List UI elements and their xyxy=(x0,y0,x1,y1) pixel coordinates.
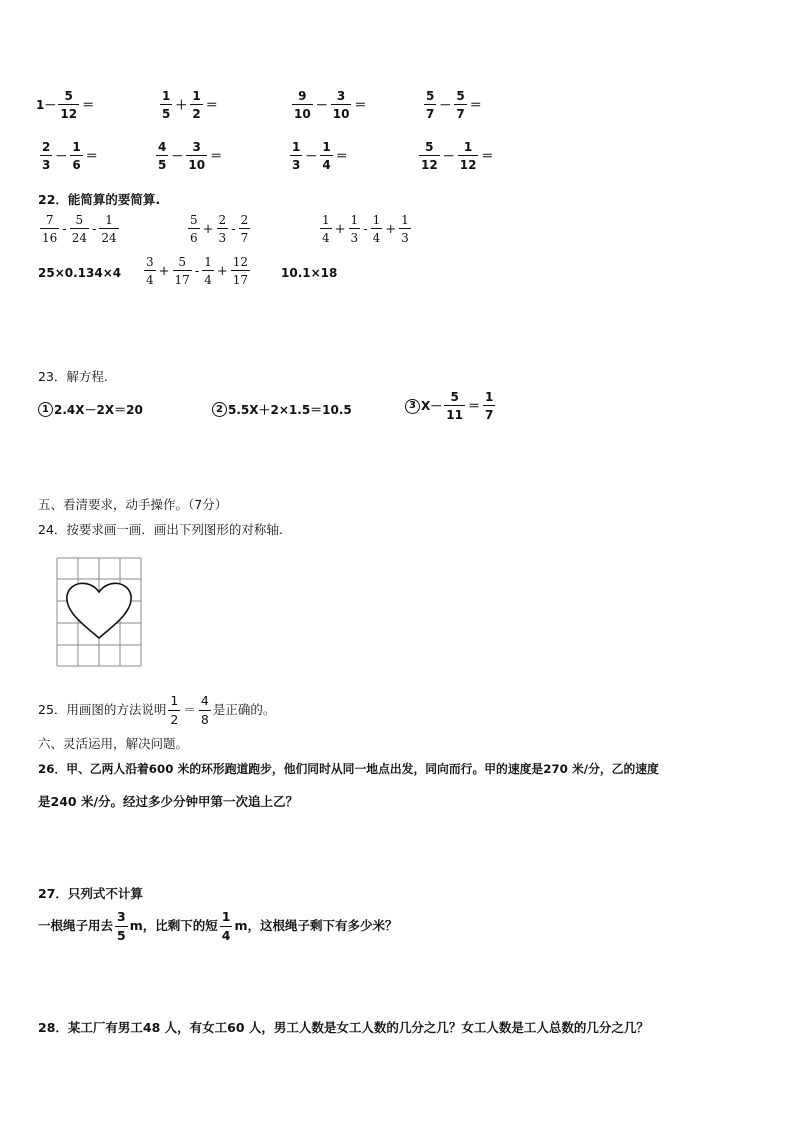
fraction xyxy=(371,214,383,244)
operator: + xyxy=(216,263,228,279)
fraction-num: 1 xyxy=(162,89,171,103)
fraction xyxy=(40,141,52,171)
fraction-den: 10 xyxy=(186,155,207,171)
fraction-den: 16 xyxy=(40,228,59,244)
equals-sign: ＝ xyxy=(481,149,494,163)
fraction xyxy=(199,695,211,726)
equals-sign: ＝ xyxy=(210,149,223,163)
q23-title: 23．解方程. xyxy=(38,369,108,384)
fraction xyxy=(483,391,495,421)
q27-text: 一根绳子用去 xyxy=(38,918,114,934)
q25-text: 是正确的。 xyxy=(212,702,276,718)
fraction xyxy=(458,141,479,171)
fraction-num: 4 xyxy=(158,140,167,154)
fraction-den: 12 xyxy=(419,155,440,171)
equation-text: 2.4X－2X＝20 xyxy=(54,403,143,417)
equals-sign: ＝ xyxy=(85,149,98,163)
fraction-num: 1 xyxy=(221,909,231,924)
equals-sign: ＝ xyxy=(335,149,348,163)
operator: + xyxy=(158,263,170,279)
fraction xyxy=(70,214,89,244)
fraction-den: 3 xyxy=(40,155,52,171)
q27-text: m，比剩下的短 xyxy=(129,918,218,934)
fraction-den: 7 xyxy=(454,104,466,120)
fraction-num: 3 xyxy=(146,255,154,269)
fraction-den: 10 xyxy=(292,104,313,120)
q22-expr-5 xyxy=(142,256,252,286)
q23-eq-1 xyxy=(38,401,143,418)
fraction xyxy=(188,214,200,244)
operator: - xyxy=(194,263,200,279)
q21-r2-e2 xyxy=(154,141,223,171)
q23-eq-3 xyxy=(405,391,497,421)
q22-expr-6: 10.1×18 xyxy=(281,266,338,280)
fraction-num: 12 xyxy=(232,255,249,269)
fraction-num: 1 xyxy=(204,255,212,269)
fraction-den: 12 xyxy=(58,104,79,120)
fraction xyxy=(220,911,233,942)
fraction xyxy=(160,90,172,120)
operator: － xyxy=(305,149,318,163)
operator: - xyxy=(231,221,236,237)
q21-r1-e4 xyxy=(422,90,483,120)
section-5-heading: 五、看清要求，动手操作。（7分） xyxy=(38,497,228,512)
fraction-den: 7 xyxy=(239,228,251,244)
fraction xyxy=(320,214,332,244)
fraction xyxy=(331,90,352,120)
operator: － xyxy=(55,149,68,163)
fraction-num: 5 xyxy=(450,390,459,404)
fraction-den: 4 xyxy=(221,927,231,943)
equals-sign: ＝ xyxy=(205,98,218,112)
equation-text: X－ xyxy=(421,399,443,413)
q21-r1-e1 xyxy=(36,90,95,120)
circled-number: 2 xyxy=(212,402,227,417)
fraction-num: 1 xyxy=(192,89,201,103)
equals-sign: ＝ xyxy=(183,702,196,718)
operator: － xyxy=(171,149,184,163)
operator: + xyxy=(385,221,397,237)
fraction-den: 6 xyxy=(188,228,200,244)
q21-r2-e3 xyxy=(288,141,349,171)
operator: － xyxy=(439,98,452,112)
fraction-den: 5 xyxy=(160,104,172,120)
fraction-num: 1 xyxy=(350,213,359,227)
fraction-den: 4 xyxy=(320,228,332,244)
q21-r1-e3 xyxy=(290,90,367,120)
q22-expr-2 xyxy=(186,214,252,244)
fraction xyxy=(115,911,128,942)
fraction-num: 2 xyxy=(42,140,51,154)
fraction xyxy=(320,141,332,171)
fraction-den: 5 xyxy=(156,155,168,171)
operator: + xyxy=(334,221,346,237)
fraction-den: 5 xyxy=(117,927,126,943)
fraction-num: 1 xyxy=(292,140,301,154)
fraction-num: 1 xyxy=(463,140,473,154)
fraction xyxy=(399,214,411,244)
circled-number: 1 xyxy=(38,402,53,417)
fraction-num: 3 xyxy=(117,909,126,924)
fraction-den: 17 xyxy=(231,270,250,286)
fraction xyxy=(156,141,168,171)
fraction-den: 3 xyxy=(349,228,361,244)
operator: － xyxy=(442,149,455,163)
operator: + xyxy=(202,221,214,237)
q27-problem xyxy=(38,911,397,942)
fraction-den: 3 xyxy=(217,228,229,244)
operator: - xyxy=(62,221,67,237)
q26-line-2: 是240 米/分。经过多少分钟甲第一次追上乙？ xyxy=(38,794,299,809)
q27-text: m，这根绳子剩下有多少米？ xyxy=(234,918,398,934)
fraction-den: 7 xyxy=(424,104,436,120)
fraction-num: 1 xyxy=(170,693,179,708)
circled-number: 3 xyxy=(405,399,420,414)
fraction xyxy=(168,695,180,726)
fraction-num: 2 xyxy=(218,213,227,227)
fraction xyxy=(58,90,79,120)
operator: ＋ xyxy=(175,98,188,112)
q28-text: 28．某工厂有男工48 人，有女工60 人，男工人数是女工人数的几分之几？女工人数是工人总数的几分之几？ xyxy=(38,1020,649,1035)
fraction xyxy=(349,214,361,244)
fraction-den: 4 xyxy=(320,155,332,171)
operator: - xyxy=(91,221,97,237)
q22-title: 22．能简算的要简算. xyxy=(38,192,161,207)
fraction-den: 2 xyxy=(170,711,179,727)
fraction-num: 5 xyxy=(75,213,84,227)
fraction-num: 2 xyxy=(240,213,249,227)
q25-text: 25．用画图的方法说明 xyxy=(38,702,167,718)
expr-text: 1－ xyxy=(36,98,57,112)
q22-expr-1 xyxy=(38,214,121,244)
fraction-den: 10 xyxy=(331,104,352,120)
fraction xyxy=(144,256,156,286)
fraction-den: 4 xyxy=(144,270,156,286)
operator: - xyxy=(363,221,368,237)
fraction-den: 12 xyxy=(458,155,479,171)
fraction-num: 1 xyxy=(72,140,81,154)
fraction-num: 1 xyxy=(372,213,381,227)
fraction-num: 4 xyxy=(200,693,209,708)
fraction-den: 24 xyxy=(70,228,89,244)
fraction xyxy=(239,214,251,244)
fraction-num: 5 xyxy=(178,255,186,269)
q24-title: 24．按要求画一画．画出下列图形的对称轴. xyxy=(38,522,283,537)
fraction-den: 3 xyxy=(290,155,302,171)
fraction xyxy=(290,141,302,171)
fraction-den: 3 xyxy=(399,228,411,244)
fraction xyxy=(292,90,313,120)
fraction-den: 24 xyxy=(99,228,118,244)
fraction-num: 1 xyxy=(322,140,331,154)
q21-r2-e4 xyxy=(417,141,494,171)
fraction-num: 5 xyxy=(425,140,434,154)
fraction xyxy=(454,90,466,120)
fraction-den: 11 xyxy=(444,405,465,421)
fraction-den: 7 xyxy=(483,405,495,421)
fraction xyxy=(419,141,440,171)
heart-icon xyxy=(67,583,131,638)
fraction-num: 5 xyxy=(190,213,198,227)
equals-sign: ＝ xyxy=(354,98,367,112)
fraction-den: 6 xyxy=(70,155,82,171)
fraction-den: 17 xyxy=(173,270,192,286)
q22-expr-4: 25×0.134×4 xyxy=(38,266,122,280)
fraction-num: 7 xyxy=(45,213,54,227)
q25-line xyxy=(38,695,275,726)
fraction xyxy=(186,141,207,171)
q27-title: 27．只列式不计算 xyxy=(38,886,143,901)
q23-eq-2 xyxy=(212,401,352,418)
q22-expr-3 xyxy=(318,214,413,244)
fraction-den: 4 xyxy=(202,270,214,286)
q21-r2-e1 xyxy=(38,141,99,171)
fraction xyxy=(173,256,192,286)
fraction xyxy=(190,90,202,120)
fraction-den: 8 xyxy=(200,711,209,727)
fraction-num: 1 xyxy=(484,390,494,404)
fraction-den: 4 xyxy=(371,228,383,244)
q21-r1-e2 xyxy=(158,90,219,120)
fraction xyxy=(444,391,465,421)
equation-text: 5.5X＋2×1.5＝10.5 xyxy=(228,403,352,417)
fraction xyxy=(231,256,250,286)
equals-sign: ＝ xyxy=(467,399,480,413)
fraction-num: 3 xyxy=(336,89,346,103)
fraction xyxy=(424,90,436,120)
fraction xyxy=(40,214,59,244)
operator: － xyxy=(315,98,328,112)
fraction-num: 1 xyxy=(105,213,113,227)
equals-sign: ＝ xyxy=(469,98,482,112)
heart-grid-figure xyxy=(55,556,143,668)
fraction-num: 1 xyxy=(322,213,330,227)
fraction xyxy=(202,256,214,286)
fraction xyxy=(70,141,82,171)
section-6-heading: 六、灵活运用，解决问题。 xyxy=(38,736,189,751)
fraction-num: 5 xyxy=(456,89,465,103)
fraction-num: 5 xyxy=(426,89,435,103)
q26-line-1: 26．甲、乙两人沿着600 米的环形跑道跑步，他们同时从同一地点出发，同向而行。甲的速度是270 米/分，乙的速度 xyxy=(38,762,659,776)
fraction-num: 5 xyxy=(64,89,73,103)
fraction xyxy=(217,214,229,244)
equals-sign: ＝ xyxy=(82,98,95,112)
fraction-num: 3 xyxy=(192,140,201,154)
fraction-num: 9 xyxy=(298,89,307,103)
fraction-num: 1 xyxy=(401,213,409,227)
fraction xyxy=(99,214,118,244)
fraction-den: 2 xyxy=(190,104,202,120)
